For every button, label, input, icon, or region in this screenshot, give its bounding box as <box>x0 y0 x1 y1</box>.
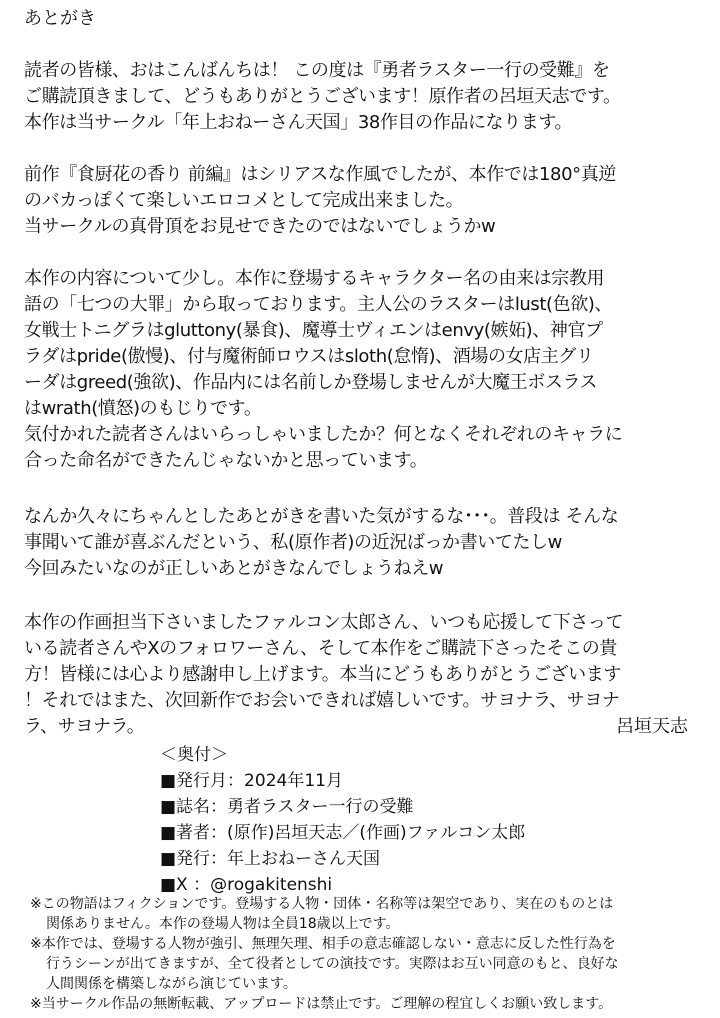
paragraph-previous-work <box>24 162 714 240</box>
text-line: 気付かれた読者さんはいらっしゃいましたか？何となくそれぞれのキャラに <box>24 424 623 445</box>
text-line: 女戦士トニグラはgluttony(暴食)、魔導士ヴィエンはenvy(嫉妬)、神官プ <box>24 320 603 341</box>
colophon-item: ■発行月：2024年11月 <box>160 771 343 791</box>
colophon-heading: ＜奥付＞ <box>160 745 228 765</box>
text-line: 読者の皆様、おはこんばんちは！ この度は『勇者ラスター一行の受難』を <box>24 60 610 81</box>
note-line: ※この物語はフィクションです。登場する人物・団体・名称等は架空であり、実在のものとは <box>30 896 614 912</box>
text-line: 今回みたいなのが正しいあとがきなんでしょうねえw <box>24 558 444 579</box>
note-line: ※当サークル作品の無断転載、アップロードは禁止です。ご理解の程宜しくお願い致します。 <box>30 996 613 1012</box>
text-line: ラダはpride(傲慢)、付与魔術師ロウスはsloth(怠惰)、酒場の女店主グリ <box>24 346 594 367</box>
text-line: 本作の内容について少し。本作に登場するキャラクター名の由来は宗教用 <box>24 268 605 289</box>
text-line: 語の「七つの大罪」から取っております。主人公のラスターはlust(色欲)、 <box>24 294 613 315</box>
text-line: ラ、サヨナラ。 <box>24 716 145 737</box>
paragraph-character-names <box>24 266 714 474</box>
text-line: 合った命名ができたんじゃないかと思っています。 <box>24 450 428 471</box>
author-signature: 呂垣天志 <box>616 716 688 737</box>
text-line: ！それではまた、次回新作でお会いできれば嬉しいです。サヨナラ、サヨナ <box>24 690 620 711</box>
text-line: なんか久々にちゃんとしたあとがきを書いた気がするな･･･。普段は そんな <box>24 506 619 527</box>
afterword-title: あとがき <box>24 8 96 29</box>
text-line: 本作は当サークル「年上おねーさん天国」38作目の作品になります。 <box>24 112 573 133</box>
colophon-item: ■著者：(原作)呂垣天志／(作画)ファルコン太郎 <box>160 823 526 843</box>
colophon-item: ■発行：年上おねーさん天国 <box>160 849 381 869</box>
text-line: はwrath(憤怒)のもじりです。 <box>24 398 262 419</box>
text-line: 事聞いて誰が喜ぶんだという、私(原作者)の近況ばっか書いてたしw <box>24 532 562 553</box>
note-line: ※本作では、登場する人物が強引、無理矢理、相手の意志確認しない・意志に反した性行為を <box>30 936 616 952</box>
paragraph-afterword-note <box>24 504 714 582</box>
text-line: 当サークルの真骨頂をお見せできたのではないでしょうかw <box>24 216 496 237</box>
colophon <box>160 742 525 898</box>
text-line: ご購読頂きまして、どうもありがとうございます！原作者の呂垣天志です。 <box>24 86 621 107</box>
paragraph-thanks <box>24 610 714 740</box>
colophon-item: ■誌名：勇者ラスター一行の受難 <box>160 797 414 817</box>
text-line: 本作の作画担当下さいましたファルコン太郎さん、いつも応援して下さって <box>24 612 624 633</box>
colophon-item: ■X ：@rogakitenshi <box>160 875 333 895</box>
text-line: いる読者さんやXのフォロワーさん、そして本作をご購読下さったそこの貴 <box>24 638 617 659</box>
text-line: 前作『食厨花の香り 前編』はシリアスな作風でしたが、本作では180°真逆 <box>24 164 616 185</box>
text-line: ーダはgreed(強欲)、作品内には名前しか登場しませんが大魔王ボスラス <box>24 372 598 393</box>
paragraph-greeting <box>24 58 714 136</box>
note-line: 行うシーンが出てきますが、全て役者としての演技です。実際はお互い同意のもと、良好な <box>46 956 619 972</box>
text-line: 方！皆様には心より感謝申し上げます。本当にどうもありがとうございます <box>24 664 621 685</box>
disclaimer-notes <box>30 894 619 1014</box>
note-line: 人間関係を構築しながら演じています。 <box>46 976 297 992</box>
text-line: のバカっぽくて楽しいエロコメとして完成出来ました。 <box>24 190 464 211</box>
note-line: 関係ありません。本作の登場人物は全員18歳以上です。 <box>46 916 400 932</box>
